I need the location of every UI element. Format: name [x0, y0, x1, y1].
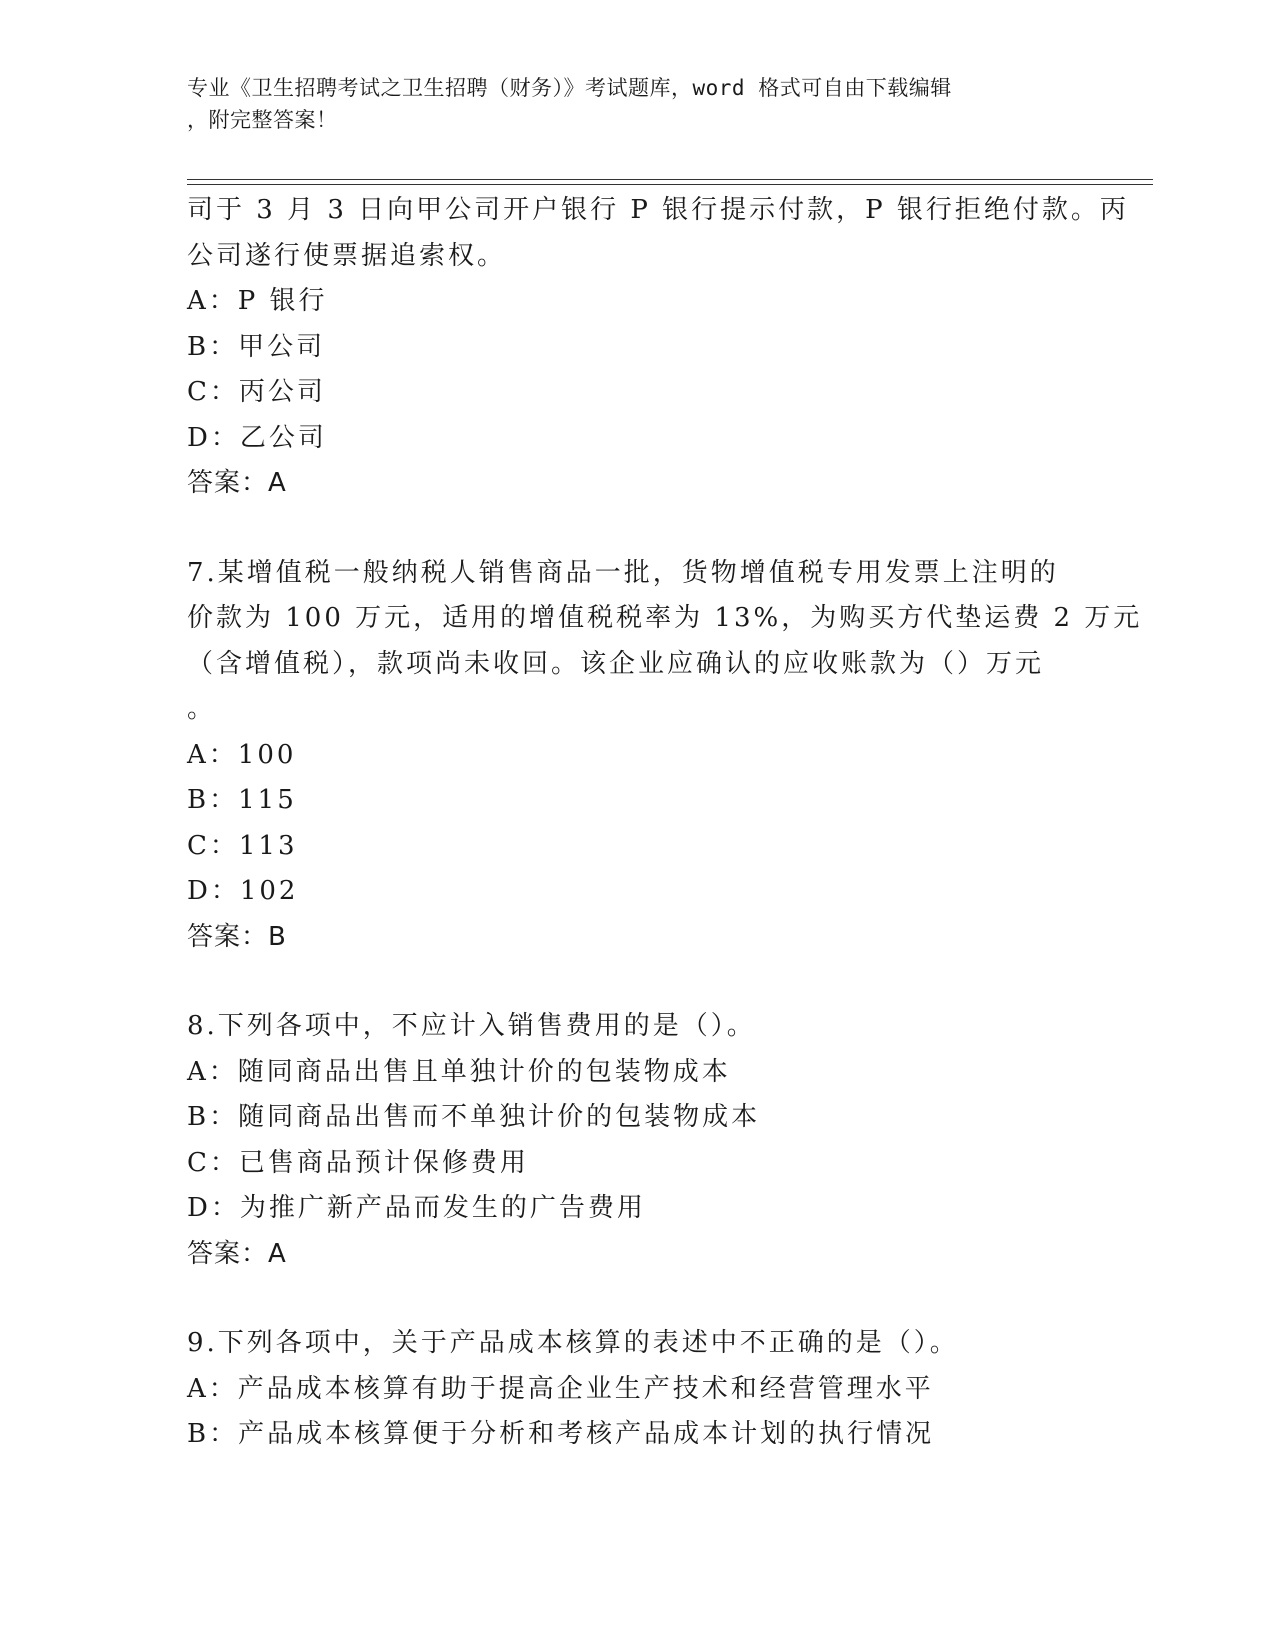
answer: 答案：A	[187, 1238, 287, 1269]
question-9	[187, 1321, 1087, 1458]
answer: 答案：B	[187, 921, 287, 952]
question-stem: 9.下列各项中，关于产品成本核算的表述中不正确的是（）。	[187, 1328, 959, 1358]
spacer	[187, 960, 1087, 1004]
question-stem: 8.下列各项中，不应计入销售费用的是（）。	[187, 1011, 756, 1041]
option-b: B：115	[187, 785, 297, 815]
header-rule-bottom	[187, 184, 1153, 185]
spacer	[187, 1277, 1087, 1321]
question-stem: 价款为 100 万元，适用的增值税税率为 13%，为购买方代垫运费 2 万元	[187, 603, 1143, 633]
answer: 答案：A	[187, 468, 287, 498]
header-line-1: 专业《卫生招聘考试之卫生招聘（财务）》考试题库，word 格式可自由下载编辑	[187, 76, 952, 100]
option-a: A：P 银行	[187, 286, 328, 316]
option-a: A：产品成本核算有助于提高企业生产技术和经营管理水平	[187, 1373, 934, 1404]
option-d: D：为推广新产品而发生的广告费用	[187, 1193, 646, 1223]
spacer	[187, 507, 1087, 551]
header-rule-top	[187, 179, 1153, 180]
option-b: B：甲公司	[187, 331, 326, 362]
question-stem: 公司遂行使票据追索权。	[187, 240, 507, 271]
document-body	[187, 188, 1143, 1458]
question-8	[187, 1004, 1087, 1277]
option-c: C：113	[187, 830, 298, 861]
option-c: C：已售商品预计保修费用	[187, 1147, 529, 1178]
option-a: A：100	[187, 739, 297, 770]
question-stem: 。	[187, 694, 217, 724]
option-d: D：102	[187, 876, 299, 906]
option-b: B：产品成本核算便于分析和考核产品成本计划的执行情况	[187, 1419, 935, 1449]
page-header	[187, 72, 1067, 136]
option-d: D：乙公司	[187, 422, 327, 453]
question-6	[187, 188, 1129, 507]
header-line-2: ，附完整答案！	[187, 108, 338, 132]
option-a: A：随同商品出售且单独计价的包装物成本	[187, 1056, 731, 1087]
question-stem: 7.某增值税一般纳税人销售商品一批，货物增值税专用发票上注明的	[187, 557, 1059, 588]
question-stem: （含增值税），款项尚未收回。该企业应确认的应收账款为（）万元	[187, 648, 1045, 679]
question-7	[187, 551, 1143, 961]
option-c: C：丙公司	[187, 377, 326, 407]
question-stem: 司于 3 月 3 日向甲公司开户银行 P 银行提示付款，P 银行拒绝付款。丙	[187, 195, 1129, 225]
option-b: B：随同商品出售而不单独计价的包装物成本	[187, 1102, 761, 1132]
